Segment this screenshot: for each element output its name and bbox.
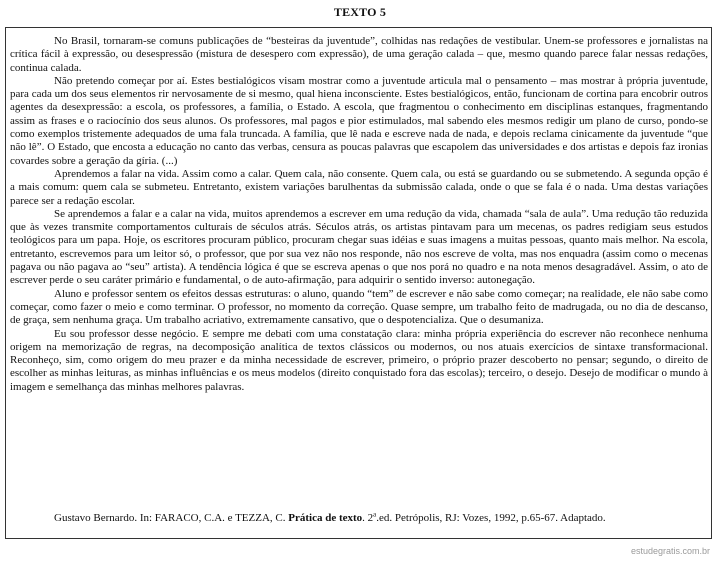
paragraph-5: Aluno e professor sentem os efeitos dessas estruturas: o aluno, quando “tem” de escrever e não sabe como começar; na realidade, ele não sabe como começar, como fazer o meio e como terminar. O professor, no momento da correção. Quase sempre, um trabalho feito de madrugada, ou no dia de descanso, de graça, sem nenhuma graça. Um trabalho acriativo, extremamente cansativo, que o despotencializa. Que o desumaniza.	[10, 287, 708, 327]
paragraph-3: Aprendemos a falar na vida. Assim como a calar. Quem cala, não consente. Quem cala, ou está se guardando ou se submetendo. A segunda opção é a mais comum: quem cala se submeteu. Entretanto, existem variações barulhentas da submissão calada, onde o que se fala é o nada. Uma destas variações parece ser a redação escolar.	[10, 167, 708, 207]
paragraph-2: Não pretendo começar por aí. Estes bestialógicos visam mostrar como a juventude articula mal o pensamento – mas mostrar à própria juventude, para cada um dos seus elementos rir nervosamente de si mesmo, qual hiena inconsciente. Estes bestialógicos, então, funcionam de cortina para encobrir outros agentes da desexpressão: a escola, os professores, a família, o Estado. A escola, que fragmentou o conhecimento em disciplinas estanques, fragmentando assim as frases e o raciocínio dos seus alunos. Os professores, mal pagos e pior estimulados, mal sabendo eles mesmos redigir um plano de curso, pondo-se como exemplos tristemente adequados de uma fala truncada. A família, que lê nada e escreve nada de nada, e depois reclama cinicamente da juventude “que não lê”. O Estado, que encosta a educação no canto das verbas, censura as poucas palavras que escapolem das universidades e dos artistas e depois faz ironias covardes sobre a geração da gíria. (...)	[10, 74, 708, 167]
paragraph-4: Se aprendemos a falar e a calar na vida, muitos aprendemos a escrever em uma redução da vida, chamada “sala de aula”. Uma redução tão reduzida que às vezes transmite comportamentos culturais de séculos atrás. Séculos atrás, os artistas pintavam para um mecenas, os padres redigiam seus estudos teológicos para um papa. Hoje, os escritores procuram público, procuram chegar suas idéias e suas imagens a muitas pessoas, quanto mais melhor. Na escola, entretanto, escrevemos para um leitor só, o professor, que por sua vez não nos responde, não nos escreve de volta, mas nos enquadra (assim como o mecenas pagava ou não pagava ao “seu” artista). A tendência lógica é que se escreva apenas o que nos porá no quadro e na nota menos desagradável. Assim, o ato de escrever perde o seu caráter primário e fundamental, o de auto-afirmação, para adquirir o sentido inverso: autonegação.	[10, 207, 708, 287]
reference-publisher: .ed. Petrópolis, RJ: Vozes, 1992, p.65-67. Adaptado.	[376, 512, 606, 524]
document-title: TEXTO 5	[333, 5, 387, 19]
source-reference	[10, 512, 708, 525]
paragraph-6: Eu sou professor desse negócio. E sempre me debati com uma constatação clara: minha própria experiência do escrever não reconhece nenhuma origem na memorização de regras, na decomposição analítica de textos clássicos ou modernos, ou nos atuais exercícios de sintaxe transformacional. Reconheço, sim, como origem do meu prazer e da minha necessidade de escrever, primeiro, o próprio prazer descoberto no pensar; segundo, o direito de escolher as minhas leituras, as minhas influências e os meus modelos (direito conquistado fora das escolas); terceiro, o desejo. Desejo de modificar o mundo à imagem e semelhança das minhas melhores palavras.	[10, 327, 708, 393]
site-watermark: estudegratis.com.br	[630, 546, 710, 556]
reference-edition-ordinal: a	[373, 510, 377, 519]
paragraph-1: No Brasil, tornaram-se comuns publicações de “besteiras da juventude”, colhidas nas redações de vestibular. Unem-se professores e jornalistas na crítica fácil à expressão, ou desespressão (mistura de desespero com expressão), de uma geração calada – que, mesmo quando parece falar nessas redações, continua calada.	[10, 35, 708, 74]
reference-authors: Gustavo Bernardo. In: FARACO, C.A. e TEZZA, C.	[54, 512, 289, 524]
reference-book-title: Prática de texto	[288, 512, 363, 524]
text-body	[10, 35, 708, 394]
reference-edition: . 2	[362, 512, 374, 524]
